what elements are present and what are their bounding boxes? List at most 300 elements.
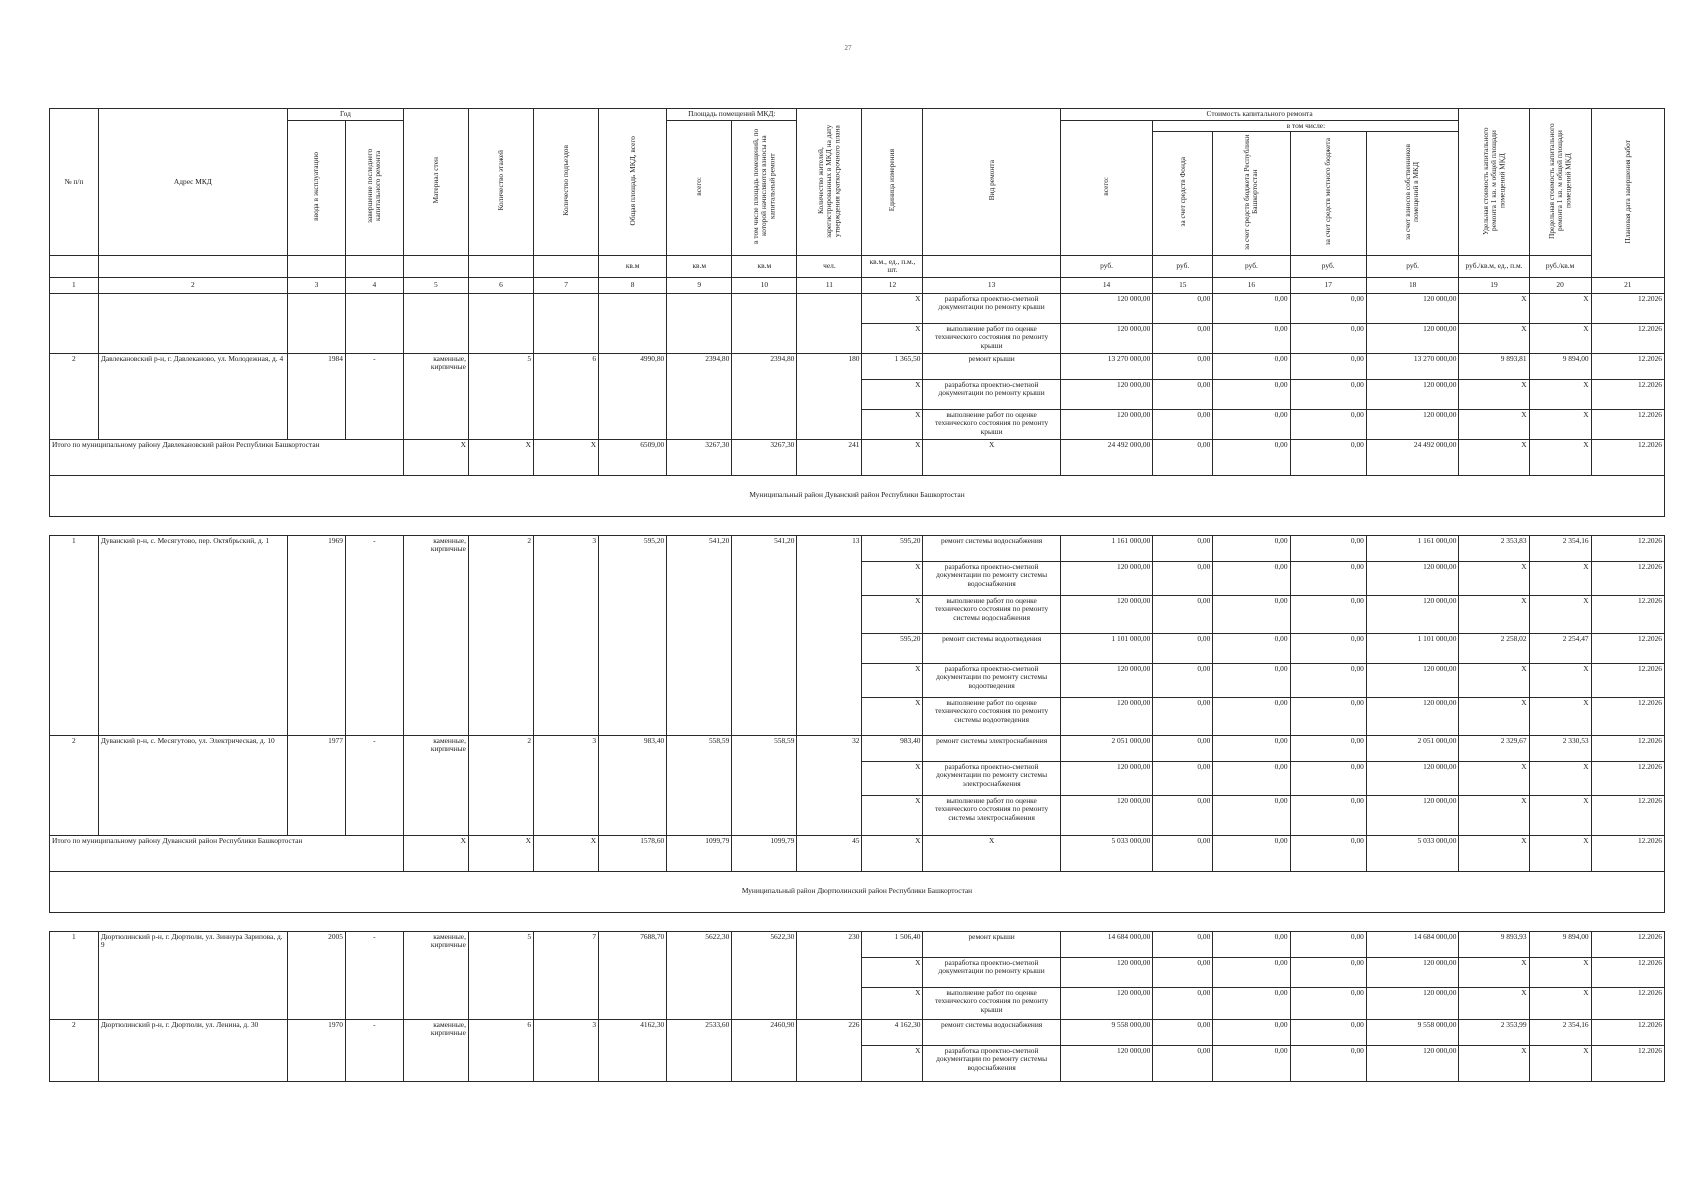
max-cost: 2 354,16 xyxy=(1529,535,1591,561)
cost-total: 120 000,00 xyxy=(1060,697,1153,735)
cost-local: 0,00 xyxy=(1290,323,1366,353)
end-date: 12.2026 xyxy=(1591,353,1664,379)
header-last-repair: завершение последнего капитального ремонта xyxy=(345,120,403,255)
residents: 180 xyxy=(797,353,862,439)
cost-total: 120 000,00 xyxy=(1060,379,1153,409)
col-num: 13 xyxy=(923,277,1060,293)
last-repair: - xyxy=(345,931,403,1019)
cost-total: 120 000,00 xyxy=(1060,987,1153,1019)
total-cell: 6509,00 xyxy=(599,439,667,475)
total-cell: 0,00 xyxy=(1290,439,1366,475)
end-date: 12.2026 xyxy=(1591,323,1664,353)
cost-owners: 2 051 000,00 xyxy=(1366,735,1459,761)
address: Дюртюлинский р-н, г. Дюртюли, ул. Ленина, д. 30 xyxy=(98,1019,287,1081)
floors: 5 xyxy=(468,931,533,1019)
repair-type: выполнение работ по оценке технического состояния по ремонту системы электроснабжения xyxy=(923,795,1060,835)
end-date: 12.2026 xyxy=(1591,535,1664,561)
header-including: в том числе: xyxy=(1153,120,1459,132)
cost-fund: 0,00 xyxy=(1153,735,1213,761)
header-entrances: Количество подъездов xyxy=(534,109,599,256)
page-number: 27 xyxy=(844,44,852,52)
cost-total: 120 000,00 xyxy=(1060,561,1153,595)
cost-rb: 0,00 xyxy=(1213,535,1290,561)
header-row-1 xyxy=(50,109,1665,121)
unit-value: 983,40 xyxy=(862,735,923,761)
cost-fund: 0,00 xyxy=(1153,323,1213,353)
unit-value: X xyxy=(862,379,923,409)
max-cost: 9 894,00 xyxy=(1529,931,1591,957)
cost-owners: 120 000,00 xyxy=(1366,795,1459,835)
cost-rb: 0,00 xyxy=(1213,293,1290,323)
cost-fund: 0,00 xyxy=(1153,761,1213,795)
max-cost: X xyxy=(1529,1045,1591,1081)
cost-fund: 0,00 xyxy=(1153,353,1213,379)
end-date: 12.2026 xyxy=(1591,795,1664,835)
total-cell: 0,00 xyxy=(1213,835,1290,871)
cost-rb: 0,00 xyxy=(1213,633,1290,663)
table-row xyxy=(50,293,1665,323)
unit-cost: 2 353,83 xyxy=(1459,535,1529,561)
residents: 13 xyxy=(797,535,862,735)
cost-total: 120 000,00 xyxy=(1060,957,1153,987)
end-date: 12.2026 xyxy=(1591,761,1664,795)
col-num: 4 xyxy=(345,277,403,293)
table-row xyxy=(50,353,1665,379)
cost-total: 120 000,00 xyxy=(1060,1045,1153,1081)
header-address: Адрес МКД xyxy=(98,109,287,256)
wall-material: каменные, кирпичные xyxy=(403,931,468,1019)
unit-cost: X xyxy=(1459,409,1529,439)
area-fee: 558,59 xyxy=(732,735,797,835)
cost-owners: 9 558 000,00 xyxy=(1366,1019,1459,1045)
unit-cost: 9 893,81 xyxy=(1459,353,1529,379)
total-label: Итого по муниципальному району Давлекановский район Республики Башкортостан xyxy=(50,439,404,475)
unit-cost: 2 258,02 xyxy=(1459,633,1529,663)
cost-local: 0,00 xyxy=(1290,595,1366,633)
table-row xyxy=(50,931,1665,957)
cost-local: 0,00 xyxy=(1290,1045,1366,1081)
max-cost: X xyxy=(1529,697,1591,735)
wall-material: каменные, кирпичные xyxy=(403,1019,468,1081)
max-cost: X xyxy=(1529,293,1591,323)
unit-value: X xyxy=(862,957,923,987)
area-fee: 5622,30 xyxy=(732,931,797,1019)
address: Дуванский р-н, с. Месягутово, пер. Октябрьский, д. 1 xyxy=(98,535,287,735)
unit: руб./кв.м xyxy=(1529,255,1591,277)
cost-total: 2 051 000,00 xyxy=(1060,735,1153,761)
unit-value: X xyxy=(862,293,923,323)
unit-cost: 2 329,67 xyxy=(1459,735,1529,761)
col-num: 11 xyxy=(797,277,862,293)
header-area-total: всего: xyxy=(667,120,732,255)
cost-rb: 0,00 xyxy=(1213,987,1290,1019)
header-repair-type: Вид ремонта xyxy=(923,109,1060,256)
cost-local: 0,00 xyxy=(1290,535,1366,561)
cost-local: 0,00 xyxy=(1290,697,1366,735)
cost-local: 0,00 xyxy=(1290,379,1366,409)
header-units-row xyxy=(50,255,1665,277)
total-cell: 3267,30 xyxy=(732,439,797,475)
repair-type: выполнение работ по оценке технического состояния по ремонту крыши xyxy=(923,409,1060,439)
cost-owners: 1 161 000,00 xyxy=(1366,535,1459,561)
cost-fund: 0,00 xyxy=(1153,379,1213,409)
unit-value: X xyxy=(862,761,923,795)
unit-cost: X xyxy=(1459,761,1529,795)
area-fee: 2394,80 xyxy=(732,353,797,439)
repair-type: ремонт системы водоснабжения xyxy=(923,1019,1060,1045)
total-cell: X xyxy=(1459,835,1529,871)
cost-total: 14 684 000,00 xyxy=(1060,931,1153,957)
end-date: 12.2026 xyxy=(1591,663,1664,697)
total-area: 4162,30 xyxy=(599,1019,667,1081)
cost-local: 0,00 xyxy=(1290,663,1366,697)
cost-total: 120 000,00 xyxy=(1060,663,1153,697)
cost-fund: 0,00 xyxy=(1153,561,1213,595)
cost-fund: 0,00 xyxy=(1153,697,1213,735)
unit: кв.м., ед., п.м., шт. xyxy=(862,255,923,277)
commission-year: 1969 xyxy=(287,535,345,735)
repair-type: ремонт крыши xyxy=(923,931,1060,957)
area: 5622,30 xyxy=(667,931,732,1019)
end-date: 12.2026 xyxy=(1591,561,1664,595)
cost-local: 0,00 xyxy=(1290,1019,1366,1045)
repair-type: выполнение работ по оценке технического состояния по ремонту крыши xyxy=(923,987,1060,1019)
spacer-row xyxy=(50,516,1665,535)
cost-owners: 120 000,00 xyxy=(1366,697,1459,735)
max-cost: 2 354,16 xyxy=(1529,1019,1591,1045)
cost-local: 0,00 xyxy=(1290,633,1366,663)
cost-rb: 0,00 xyxy=(1213,663,1290,697)
commission-year: 2005 xyxy=(287,931,345,1019)
cost-rb: 0,00 xyxy=(1213,1019,1290,1045)
total-cell: X xyxy=(1529,835,1591,871)
row-number: 2 xyxy=(50,353,99,439)
unit-value: X xyxy=(862,323,923,353)
header-num: № п/п xyxy=(50,109,99,256)
end-date: 12.2026 xyxy=(1591,697,1664,735)
end-date: 12.2026 xyxy=(1591,595,1664,633)
cost-rb: 0,00 xyxy=(1213,595,1290,633)
header-cost-group: Стоимость капитального ремонта xyxy=(1060,109,1459,121)
unit-value: X xyxy=(862,987,923,1019)
cost-rb: 0,00 xyxy=(1213,761,1290,795)
cost-total: 120 000,00 xyxy=(1060,761,1153,795)
col-num: 10 xyxy=(732,277,797,293)
table-row xyxy=(50,535,1665,561)
cost-fund: 0,00 xyxy=(1153,1019,1213,1045)
total-cell: X xyxy=(923,439,1060,475)
col-num: 6 xyxy=(468,277,533,293)
wall-material: каменные, кирпичные xyxy=(403,535,468,735)
cost-local: 0,00 xyxy=(1290,409,1366,439)
unit: чел. xyxy=(797,255,862,277)
unit: руб. xyxy=(1153,255,1213,277)
area-fee: 2460,90 xyxy=(732,1019,797,1081)
cost-owners: 120 000,00 xyxy=(1366,595,1459,633)
total-label: Итого по муниципальному району Дуванский район Республики Башкортостан xyxy=(50,835,404,871)
unit-cost: X xyxy=(1459,595,1529,633)
wall-material: каменные, кирпичные xyxy=(403,735,468,835)
cost-total: 1 101 000,00 xyxy=(1060,633,1153,663)
unit-cost: X xyxy=(1459,1045,1529,1081)
repair-type: разработка проектно-сметной документации по ремонту крыши xyxy=(923,293,1060,323)
cost-rb: 0,00 xyxy=(1213,323,1290,353)
unit: руб./кв.м, ед., п.м. xyxy=(1459,255,1529,277)
cost-total: 13 270 000,00 xyxy=(1060,353,1153,379)
end-date: 12.2026 xyxy=(1591,957,1664,987)
unit-cost: X xyxy=(1459,795,1529,835)
unit: кв.м xyxy=(667,255,732,277)
unit-cost: X xyxy=(1459,323,1529,353)
cost-total: 120 000,00 xyxy=(1060,323,1153,353)
cost-fund: 0,00 xyxy=(1153,535,1213,561)
repair-type: разработка проектно-сметной документации по ремонту системы водоснабжения xyxy=(923,561,1060,595)
total-area: 595,20 xyxy=(599,535,667,735)
total-cell: 1099,79 xyxy=(667,835,732,871)
municipality-title: Муниципальный район Дюртюлинский район Республики Башкортостан xyxy=(50,871,1665,912)
last-repair: - xyxy=(345,1019,403,1081)
unit-value: X xyxy=(862,561,923,595)
table-row xyxy=(50,735,1665,761)
end-date: 12.2026 xyxy=(1591,1045,1664,1081)
header-local-budget: за счет средств местного бюджета xyxy=(1290,132,1366,256)
total-cell: 0,00 xyxy=(1153,439,1213,475)
cost-owners: 13 270 000,00 xyxy=(1366,353,1459,379)
repair-type: ремонт системы водоотведения xyxy=(923,633,1060,663)
last-repair: - xyxy=(345,735,403,835)
cost-rb: 0,00 xyxy=(1213,697,1290,735)
col-num: 8 xyxy=(599,277,667,293)
cost-rb: 0,00 xyxy=(1213,1045,1290,1081)
unit-cost: X xyxy=(1459,561,1529,595)
cost-rb: 0,00 xyxy=(1213,353,1290,379)
address: Давлекановский р-н, г. Давлеканово, ул. Молодежная, д. 4 xyxy=(98,353,287,439)
cost-rb: 0,00 xyxy=(1213,795,1290,835)
repair-type: выполнение работ по оценке технического состояния по ремонту системы водоотведения xyxy=(923,697,1060,735)
max-cost: 9 894,00 xyxy=(1529,353,1591,379)
total-row xyxy=(50,439,1665,475)
unit-cost: X xyxy=(1459,957,1529,987)
total-cell: 12.2026 xyxy=(1591,439,1664,475)
area: 2394,80 xyxy=(667,353,732,439)
floors: 6 xyxy=(468,1019,533,1081)
col-num: 14 xyxy=(1060,277,1153,293)
col-num: 20 xyxy=(1529,277,1591,293)
total-cell: 241 xyxy=(797,439,862,475)
col-num: 21 xyxy=(1591,277,1664,293)
municipality-row xyxy=(50,475,1665,516)
header-rb-budget: за счет средств бюджета Республики Башкортостан xyxy=(1213,132,1290,256)
cost-local: 0,00 xyxy=(1290,987,1366,1019)
table-row xyxy=(50,1019,1665,1045)
cost-fund: 0,00 xyxy=(1153,633,1213,663)
header-max-cost: Предельная стоимость капитального ремонта 1 кв. м общей площади помещений МКД xyxy=(1529,109,1591,256)
total-cell: 5 033 000,00 xyxy=(1366,835,1459,871)
unit: руб. xyxy=(1290,255,1366,277)
total-cell: 45 xyxy=(797,835,862,871)
max-cost: 2 330,53 xyxy=(1529,735,1591,761)
total-cell: X xyxy=(534,835,599,871)
col-num: 17 xyxy=(1290,277,1366,293)
cost-rb: 0,00 xyxy=(1213,561,1290,595)
total-cell: 0,00 xyxy=(1213,439,1290,475)
repair-type: разработка проектно-сметной документации по ремонту крыши xyxy=(923,379,1060,409)
address: Дуванский р-н, с. Месягутово, ул. Электрическая, д. 10 xyxy=(98,735,287,835)
row-number: 1 xyxy=(50,931,99,1019)
cost-local: 0,00 xyxy=(1290,353,1366,379)
cost-owners: 120 000,00 xyxy=(1366,957,1459,987)
unit-cost: X xyxy=(1459,293,1529,323)
total-area: 7688,70 xyxy=(599,931,667,1019)
cost-local: 0,00 xyxy=(1290,561,1366,595)
cost-owners: 120 000,00 xyxy=(1366,1045,1459,1081)
unit-value: 4 162,30 xyxy=(862,1019,923,1045)
max-cost: X xyxy=(1529,323,1591,353)
total-cell: 1099,79 xyxy=(732,835,797,871)
cost-rb: 0,00 xyxy=(1213,957,1290,987)
wall-material: каменные, кирпичные xyxy=(403,353,468,439)
end-date: 12.2026 xyxy=(1591,633,1664,663)
unit-value: 595,20 xyxy=(862,535,923,561)
residents: 32 xyxy=(797,735,862,835)
cost-owners: 120 000,00 xyxy=(1366,761,1459,795)
cost-fund: 0,00 xyxy=(1153,795,1213,835)
unit-value: 1 506,40 xyxy=(862,931,923,957)
end-date: 12.2026 xyxy=(1591,987,1664,1019)
cost-rb: 0,00 xyxy=(1213,735,1290,761)
row-number: 2 xyxy=(50,1019,99,1081)
unit-cost: X xyxy=(1459,697,1529,735)
max-cost: X xyxy=(1529,957,1591,987)
unit-cost: X xyxy=(1459,987,1529,1019)
cost-total: 120 000,00 xyxy=(1060,795,1153,835)
repair-type: выполнение работ по оценке технического состояния по ремонту крыши xyxy=(923,323,1060,353)
cost-fund: 0,00 xyxy=(1153,1045,1213,1081)
unit-value: 1 365,50 xyxy=(862,353,923,379)
cost-fund: 0,00 xyxy=(1153,409,1213,439)
header-area-group: Площадь помещений МКД: xyxy=(667,109,797,121)
unit: руб. xyxy=(1060,255,1153,277)
end-date: 12.2026 xyxy=(1591,379,1664,409)
repair-type: выполнение работ по оценке технического состояния по ремонту системы водоснабжения xyxy=(923,595,1060,633)
cost-fund: 0,00 xyxy=(1153,293,1213,323)
total-cell: 24 492 000,00 xyxy=(1366,439,1459,475)
max-cost: X xyxy=(1529,409,1591,439)
header-owners: за счет взносов собственников помещений в МКД xyxy=(1366,132,1459,256)
entrances: 3 xyxy=(534,735,599,835)
col-num: 15 xyxy=(1153,277,1213,293)
col-num: 12 xyxy=(862,277,923,293)
cost-owners: 120 000,00 xyxy=(1366,323,1459,353)
cost-owners: 120 000,00 xyxy=(1366,987,1459,1019)
col-num: 16 xyxy=(1213,277,1290,293)
total-cell: 12.2026 xyxy=(1591,835,1664,871)
col-num: 7 xyxy=(534,277,599,293)
last-repair: - xyxy=(345,535,403,735)
floors: 2 xyxy=(468,735,533,835)
total-cell: X xyxy=(403,835,468,871)
total-cell: X xyxy=(1529,439,1591,475)
entrances: 3 xyxy=(534,1019,599,1081)
unit-value: X xyxy=(862,795,923,835)
total-cell: X xyxy=(468,439,533,475)
cost-fund: 0,00 xyxy=(1153,931,1213,957)
col-num: 18 xyxy=(1366,277,1459,293)
repair-type: разработка проектно-сметной документации по ремонту крыши xyxy=(923,957,1060,987)
total-cell: X xyxy=(862,835,923,871)
floors: 2 xyxy=(468,535,533,735)
cost-total: 9 558 000,00 xyxy=(1060,1019,1153,1045)
header-unit: Единица измерения xyxy=(862,109,923,256)
area: 558,59 xyxy=(667,735,732,835)
total-area: 983,40 xyxy=(599,735,667,835)
col-num: 19 xyxy=(1459,277,1529,293)
total-cell: X xyxy=(862,439,923,475)
last-repair: - xyxy=(345,353,403,439)
residents: 230 xyxy=(797,931,862,1019)
unit-cost: X xyxy=(1459,663,1529,697)
cost-fund: 0,00 xyxy=(1153,957,1213,987)
repair-type: разработка проектно-сметной документации по ремонту системы водоснабжения xyxy=(923,1045,1060,1081)
max-cost: 2 254,47 xyxy=(1529,633,1591,663)
capital-repair-table xyxy=(49,108,1665,1082)
max-cost: X xyxy=(1529,987,1591,1019)
total-cost: 5 033 000,00 xyxy=(1060,835,1153,871)
unit-value: X xyxy=(862,663,923,697)
cost-fund: 0,00 xyxy=(1153,663,1213,697)
total-cell: 1578,60 xyxy=(599,835,667,871)
entrances: 7 xyxy=(534,931,599,1019)
end-date: 12.2026 xyxy=(1591,735,1664,761)
unit-value: X xyxy=(862,595,923,633)
cost-owners: 120 000,00 xyxy=(1366,379,1459,409)
residents: 226 xyxy=(797,1019,862,1081)
cost-local: 0,00 xyxy=(1290,931,1366,957)
cost-rb: 0,00 xyxy=(1213,409,1290,439)
end-date: 12.2026 xyxy=(1591,1019,1664,1045)
spacer-row xyxy=(50,912,1665,931)
address: Дюртюлинский р-н, г. Дюртюли, ул. Зиннура Зарипова, д. 9 xyxy=(98,931,287,1019)
max-cost: X xyxy=(1529,379,1591,409)
header-floors: Количество этажей xyxy=(468,109,533,256)
unit-value: X xyxy=(862,409,923,439)
commission-year: 1977 xyxy=(287,735,345,835)
header-area-fee: в том числе площадь помещений, по которой начисляются взносы на капитальный ремонт xyxy=(732,120,797,255)
unit: руб. xyxy=(1213,255,1290,277)
repair-type: ремонт системы электроснабжения xyxy=(923,735,1060,761)
cost-rb: 0,00 xyxy=(1213,931,1290,957)
header-fund: за счет средств Фонда xyxy=(1153,132,1213,256)
entrances: 3 xyxy=(534,535,599,735)
header-end-date: Плановая дата завершения работ xyxy=(1591,109,1664,278)
cost-local: 0,00 xyxy=(1290,735,1366,761)
header-total-area: Общая площадь МКД, всего xyxy=(599,109,667,256)
unit-value: X xyxy=(862,697,923,735)
total-cell: X xyxy=(1459,439,1529,475)
row-number: 1 xyxy=(50,535,99,735)
max-cost: X xyxy=(1529,561,1591,595)
col-num: 2 xyxy=(98,277,287,293)
max-cost: X xyxy=(1529,795,1591,835)
header-commission-year: ввода в эксплуатацию xyxy=(287,120,345,255)
max-cost: X xyxy=(1529,663,1591,697)
municipality-title: Муниципальный район Дуванский район Республики Башкортостан xyxy=(50,475,1665,516)
col-num: 3 xyxy=(287,277,345,293)
end-date: 12.2026 xyxy=(1591,293,1664,323)
cost-total: 1 161 000,00 xyxy=(1060,535,1153,561)
cost-owners: 120 000,00 xyxy=(1366,561,1459,595)
cost-fund: 0,00 xyxy=(1153,987,1213,1019)
